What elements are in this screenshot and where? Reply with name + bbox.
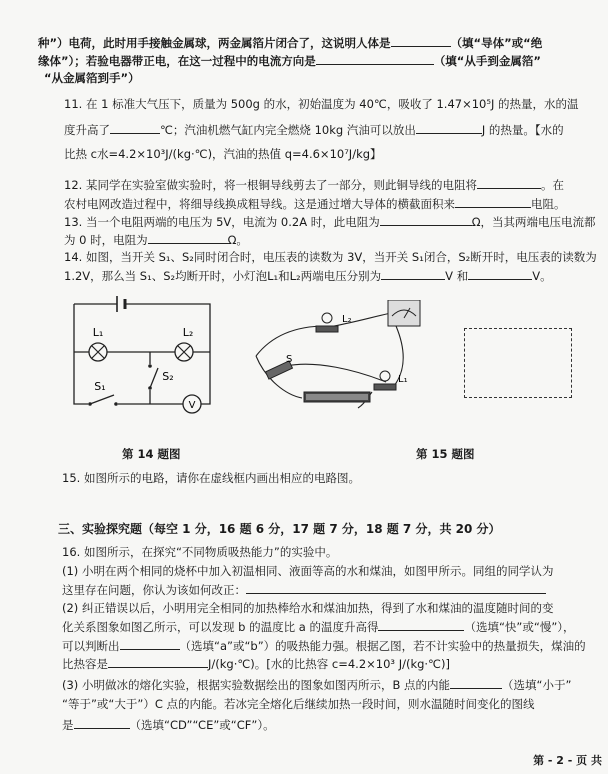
figure-14-circuit [60,284,230,424]
label-s1: S₁ [94,380,106,393]
caption-fig15: 第 15 题图 [416,447,475,461]
page-number: 第 - 2 - 页 共 [533,754,602,767]
q16-2-line-3: 可以判断出 （选填“a”或“b”）的吸热能力强。根据乙图，若不计实验中的热量损失，煤油的 [62,639,586,653]
answer-blank[interactable] [416,121,482,134]
voltmeter-device [388,300,420,326]
lamp-l2 [175,343,193,361]
answer-blank[interactable] [120,637,180,650]
q11-line-3: 比热 c水=4.2×10³J/(kg·℃)，汽油的热值 q=4.6×10⁷J/kg】 [64,147,382,161]
q13-line-1: 13. 当一个电阻两端的电压为 5V，电流为 0.2A 时，此电阻为 Ω，当其两端电压电流都 [64,215,596,229]
q16-3-line-1: (3) 小明做冰的熔化实验，根据实验数据绘出的图象如图丙所示，B 点的内能 （选填“小于” [62,678,572,692]
answer-dashed-box[interactable] [464,328,572,398]
label-l1: L₁ [92,326,104,339]
q16-2-line-2: 化关系图象如图乙所示，可以发现 b 的温度比 a 的温度升高得 （选填“快”或“慢”）， [62,620,575,634]
answer-blank[interactable] [148,231,228,244]
label-l1-device: L₁ [398,374,408,385]
q16-2-line-1: (2) 纠正错误以后，小明用完全相同的加热棒给水和煤油加热，得到了水和煤油的温度随时间的变 [62,601,554,615]
q16-2-line-4: 比热容是 J/(kg·℃)。[水的比热容 c=4.2×10³ J/(kg·℃)] [62,657,450,671]
q16-3-line-3: 是 （选填“CD”“CE”或“CF”）。 [62,718,275,732]
label-s2: S₂ [162,370,174,383]
lamp-l2-socket [316,313,338,332]
answer-blank[interactable] [381,267,445,280]
q11-line-1: 11. 在 1 标准大气压下，质量为 500g 的水，初始温度为 40℃，吸收了 1.47×10⁵J 的热量，水的温 [64,97,579,111]
answer-blank[interactable] [468,267,532,280]
answer-blank[interactable] [455,195,531,208]
answer-blank[interactable] [74,716,130,729]
answer-blank[interactable] [110,121,160,134]
label-l2: L₂ [182,326,194,339]
q16-intro: 16. 如图所示，在探究“不同物质吸热能力”的实验中。 [62,545,338,559]
answer-blank[interactable] [108,655,208,668]
caption-fig14: 第 14 题图 [122,447,181,461]
battery-device [304,392,370,402]
label-v: V [188,400,196,411]
lamp-l1 [89,343,107,361]
q16-3-line-2: “等于”或“大于”）C 点的内能。若冰完全熔化后继续加热一段时间，则水温随时间变化的图线 [62,697,535,711]
label-l2-device: L₂ [342,314,352,325]
q14-line-2: 1.2V，那么当 S₁、S₂均断开时，小灯泡L₁和L₂两端电压分别为 V 和 V。 [64,269,552,283]
switch-s1 [88,395,118,410]
section-3-title: 三、实验探究题（每空 1 分，16 题 6 分，17 题 7 分，18 题 7 分，共 20 分） [58,522,501,536]
q15-line: 15. 如图所示的电路，请你在虚线框内画出相应的电路图。 [62,471,360,485]
q16-1-line-2: 这里存在问题，你认为该如何改正： [62,581,590,599]
q14-line-1: 14. 如图，当开关 S₁、S₂同时闭合时，电压表的读数为 3V，当开关 S₁闭合，S₂断开时，电压表的读数为 [64,250,597,264]
answer-blank[interactable] [246,581,546,594]
switch-s2 [144,364,158,390]
text-line-2: 缘体”）；若验电器带正电，在这一过程中的电流方向是 （填“从手到金属箔” [38,54,541,68]
answer-blank[interactable] [391,34,451,47]
q16-1-line-1: (1) 小明在两个相同的烧杯中加入初温相同、液面等高的水和煤油，如图甲所示。同组的同学认为 [62,564,554,578]
text-line-1: 种”）电荷，此时用手接触金属球，两金属箔片闭合了，这说明人体是 （填“导体”或“绝 [38,36,543,50]
q12-line-2: 农村电网改造过程中，将细导线换成粗导线。这是通过增大导体的横截面积来 电阻。 [64,197,566,211]
answer-blank[interactable] [316,52,434,65]
text-line-3: “从金属箔到手”） [44,71,140,85]
q12-line-1: 12. 某同学在实验室做实验时，将一根铜导线剪去了一部分，则此铜导线的电阻将 。在 [64,178,564,192]
answer-blank[interactable] [378,618,464,631]
q13-line-2: 为 0 时，电阻为 Ω。 [64,233,248,247]
figure-15-physical-circuit [246,300,424,424]
answer-blank[interactable] [450,676,502,689]
q11-line-2: 度升高了 ℃；汽油机燃气缸内完全燃烧 10kg 汽油可以放出 J 的热量。【水的 [64,123,564,137]
answer-blank[interactable] [380,213,472,226]
label-s-device: S [286,354,293,365]
answer-blank[interactable] [477,176,541,189]
lamp-l1-socket [374,371,396,390]
